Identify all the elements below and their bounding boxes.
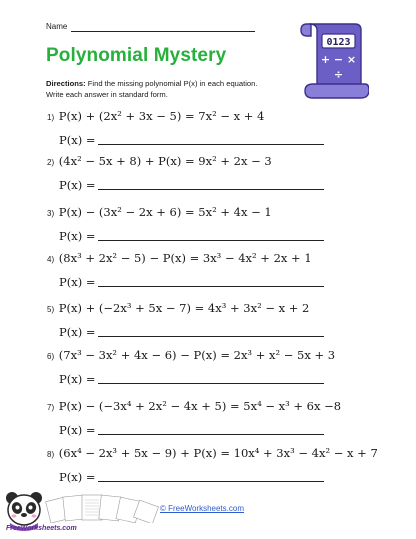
answer-8 [59,468,324,486]
problem-3 [47,205,377,245]
answer-line [98,286,324,287]
answer-5 [59,323,324,341]
answer-3 [59,227,324,245]
equation-text: (4x² − 5x + 8) + P(x) = 9x² + 2x − 3 [58,154,272,168]
answer-1 [59,131,324,149]
answer-label: P(x) = [59,178,96,192]
answer-label: P(x) = [59,133,96,147]
problem-4 [47,251,377,291]
answer-label: P(x) = [59,423,96,437]
answer-label: P(x) = [59,275,96,289]
calculator-scroll-icon [299,18,369,104]
answer-label: P(x) = [59,325,96,339]
equation-1 [47,109,264,123]
page-title: Polynomial Mystery [46,45,227,66]
equation-text: P(x) + (−2x³ + 5x − 7) = 4x³ + 3x² − x + 2 [58,301,310,315]
equation-text: P(x) + (2x² + 3x − 5) = 7x² − x + 4 [58,109,265,123]
answer-label: P(x) = [59,229,96,243]
problem-7 [47,399,377,439]
problem-number: 1) [47,113,55,122]
equation-8 [47,446,378,460]
answer-7 [59,421,324,439]
answer-line [98,481,324,482]
equation-2 [47,154,272,168]
directions-label: Directions: [46,79,86,88]
answer-label: P(x) = [59,470,96,484]
directions-line2: Write each answer in standard form. [46,89,168,99]
equation-text: (7x³ − 3x² + 4x − 6) − P(x) = 2x³ + x² − 5x + 3 [58,348,336,362]
name-line [71,31,255,32]
footer-brand: FreeWorksheets.com [6,525,77,532]
problem-2 [47,154,377,194]
problem-6 [47,348,377,388]
equation-7 [47,399,341,413]
problem-number: 8) [47,450,55,459]
equation-4 [47,251,312,265]
problem-5 [47,301,377,341]
icon-digits: 0123 [326,37,351,49]
equation-5 [47,301,309,315]
equation-text: (6x⁴ − 2x³ + 5x − 9) + P(x) = 10x⁴ + 3x³ − 4x² − x + 7 [58,446,378,460]
answer-2 [59,176,324,194]
answer-line [98,144,324,145]
answer-label: P(x) = [59,372,96,386]
directions-line1: Find the missing polynomial P(x) in each equation. [85,79,258,88]
answer-line [98,434,324,435]
answer-line [98,383,324,384]
copyright-link[interactable]: © FreeWorksheets.com [160,504,244,513]
problem-1 [47,109,377,149]
problem-number: 5) [47,305,55,314]
directions [46,79,306,100]
problem-number: 3) [47,209,55,218]
equation-text: P(x) − (−3x⁴ + 2x² − 4x + 5) = 5x⁴ − x³ + 6x −8 [58,399,342,413]
equation-3 [47,205,272,219]
worksheet-thumbnails-icon [44,491,164,523]
answer-6 [59,370,324,388]
answer-4 [59,273,324,291]
icon-ops-top: + − × [320,53,357,66]
equation-6 [47,348,335,362]
problem-number: 6) [47,352,55,361]
problem-number: 2) [47,158,55,167]
answer-line [98,240,324,241]
problem-8 [47,446,377,486]
name-label: Name [46,22,68,31]
equation-text: (8x³ + 2x² − 5) − P(x) = 3x³ − 4x² + 2x + 1 [58,251,312,265]
problem-number: 4) [47,255,55,264]
answer-line [98,189,324,190]
equation-text: P(x) − (3x² − 2x + 6) = 5x² + 4x − 1 [58,205,272,219]
problem-number: 7) [47,403,55,412]
icon-ops-bottom: ÷ [333,68,344,81]
answer-line [98,336,324,337]
